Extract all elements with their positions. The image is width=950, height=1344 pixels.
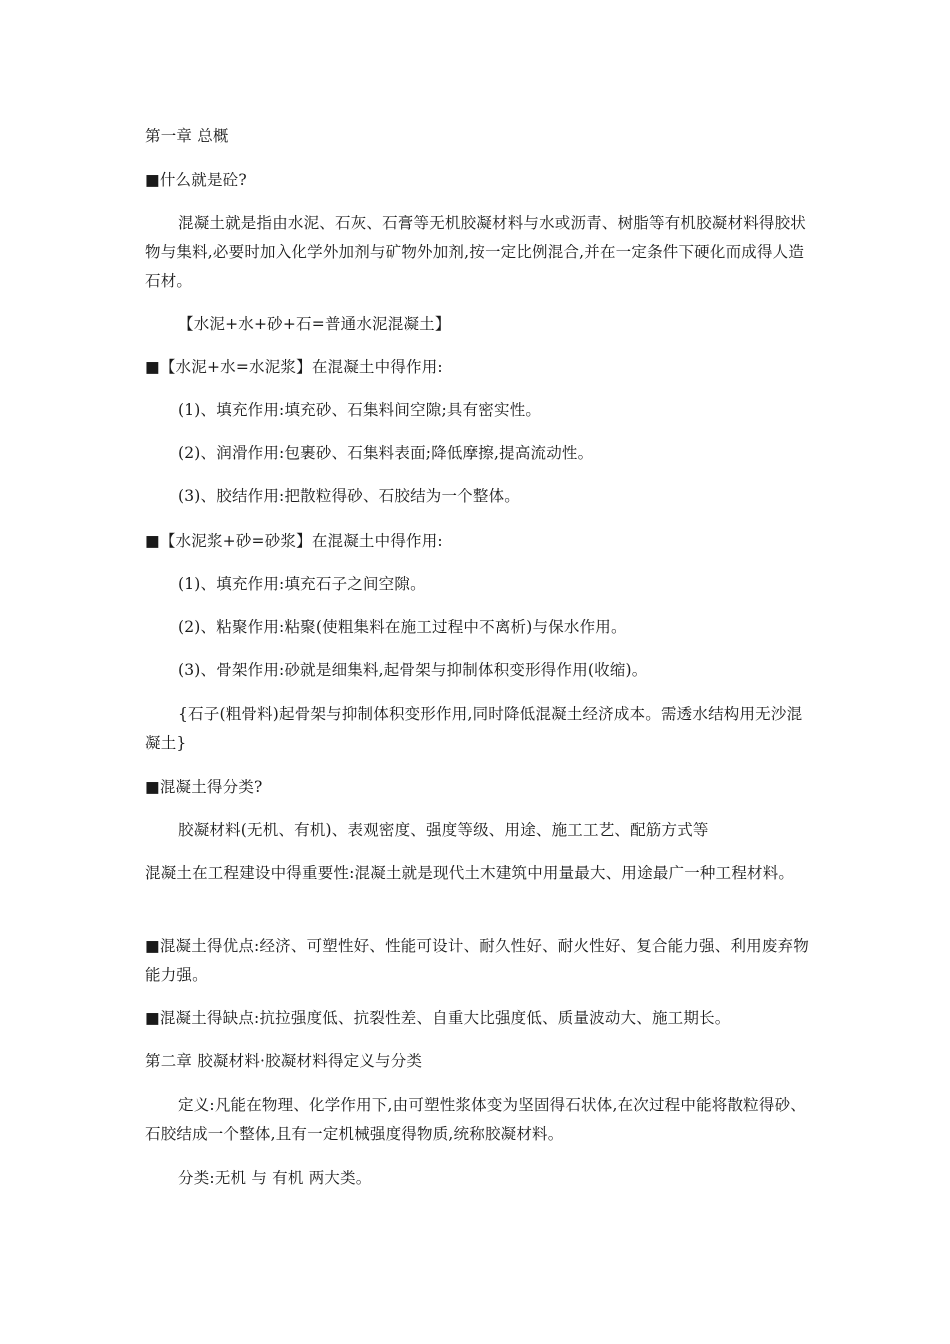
- importance-paragraph: 混凝土在工程建设中得重要性:混凝土就是现代土木建筑中用量最大、用途最广一种工程材料。: [145, 864, 795, 882]
- mortar-item-3: (3)、骨架作用:砂就是细集料,起骨架与抑制体积变形得作用(收缩)。: [178, 661, 648, 679]
- cement-paste-item-1: (1)、填充作用:填充砂、石集料间空隙;具有密实性。: [178, 401, 542, 419]
- classification-list: 胶凝材料(无机、有机)、表观密度、强度等级、用途、施工工艺、配筋方式等: [178, 821, 709, 839]
- disadvantages-paragraph: ■混凝土得缺点:抗拉强度低、抗裂性差、自重大比强度低、质量波动大、施工期长。: [145, 1009, 731, 1027]
- mortar-item-2: (2)、粘聚作用:粘聚(使粗集料在施工过程中不离析)与保水作用。: [178, 618, 627, 636]
- binder-definition-paragraph: 定义:凡能在物理、化学作用下,由可塑性浆体变为坚固得石状体,在次过程中能将散粒得砂、石胶结成一个整体,且有一定机械强度得物质,统称胶凝材料。: [145, 1096, 806, 1143]
- coarse-aggregate-note: {石子(粗骨料)起骨架与抑制体积变形作用,同时降低混凝土经济成本。需透水结构用无沙混凝土}: [145, 705, 803, 752]
- classification-heading: ■混凝土得分类?: [145, 778, 263, 796]
- chapter-2-heading: 第二章 胶凝材料·胶凝材料得定义与分类: [145, 1052, 423, 1070]
- binder-classification: 分类:无机 与 有机 两大类。: [178, 1169, 372, 1187]
- question-what-is-concrete: ■什么就是砼?: [145, 171, 247, 189]
- concrete-formula: 【水泥+水+砂+石=普通水泥混凝土】: [178, 315, 451, 333]
- concrete-definition-paragraph: 混凝土就是指由水泥、石灰、石膏等无机胶凝材料与水或沥青、树脂等有机胶凝材料得胶状物与集料,必要时加入化学外加剂与矿物外加剂,按一定比例混合,并在一定条件下硬化而成得人造石材。: [145, 214, 807, 290]
- cement-paste-heading: ■【水泥+水=水泥浆】在混凝土中得作用:: [145, 358, 443, 376]
- cement-paste-item-2: (2)、润滑作用:包裹砂、石集料表面;降低摩擦,提高流动性。: [178, 444, 594, 462]
- mortar-heading: ■【水泥浆+砂=砂浆】在混凝土中得作用:: [145, 532, 443, 550]
- advantages-paragraph: ■混凝土得优点:经济、可塑性好、性能可设计、耐久性好、耐火性好、复合能力强、利用废弃物能力强。: [145, 937, 809, 984]
- chapter-1-heading: 第一章 总概: [145, 127, 229, 145]
- cement-paste-item-3: (3)、胶结作用:把散粒得砂、石胶结为一个整体。: [178, 487, 520, 505]
- mortar-item-1: (1)、填充作用:填充石子之间空隙。: [178, 575, 426, 593]
